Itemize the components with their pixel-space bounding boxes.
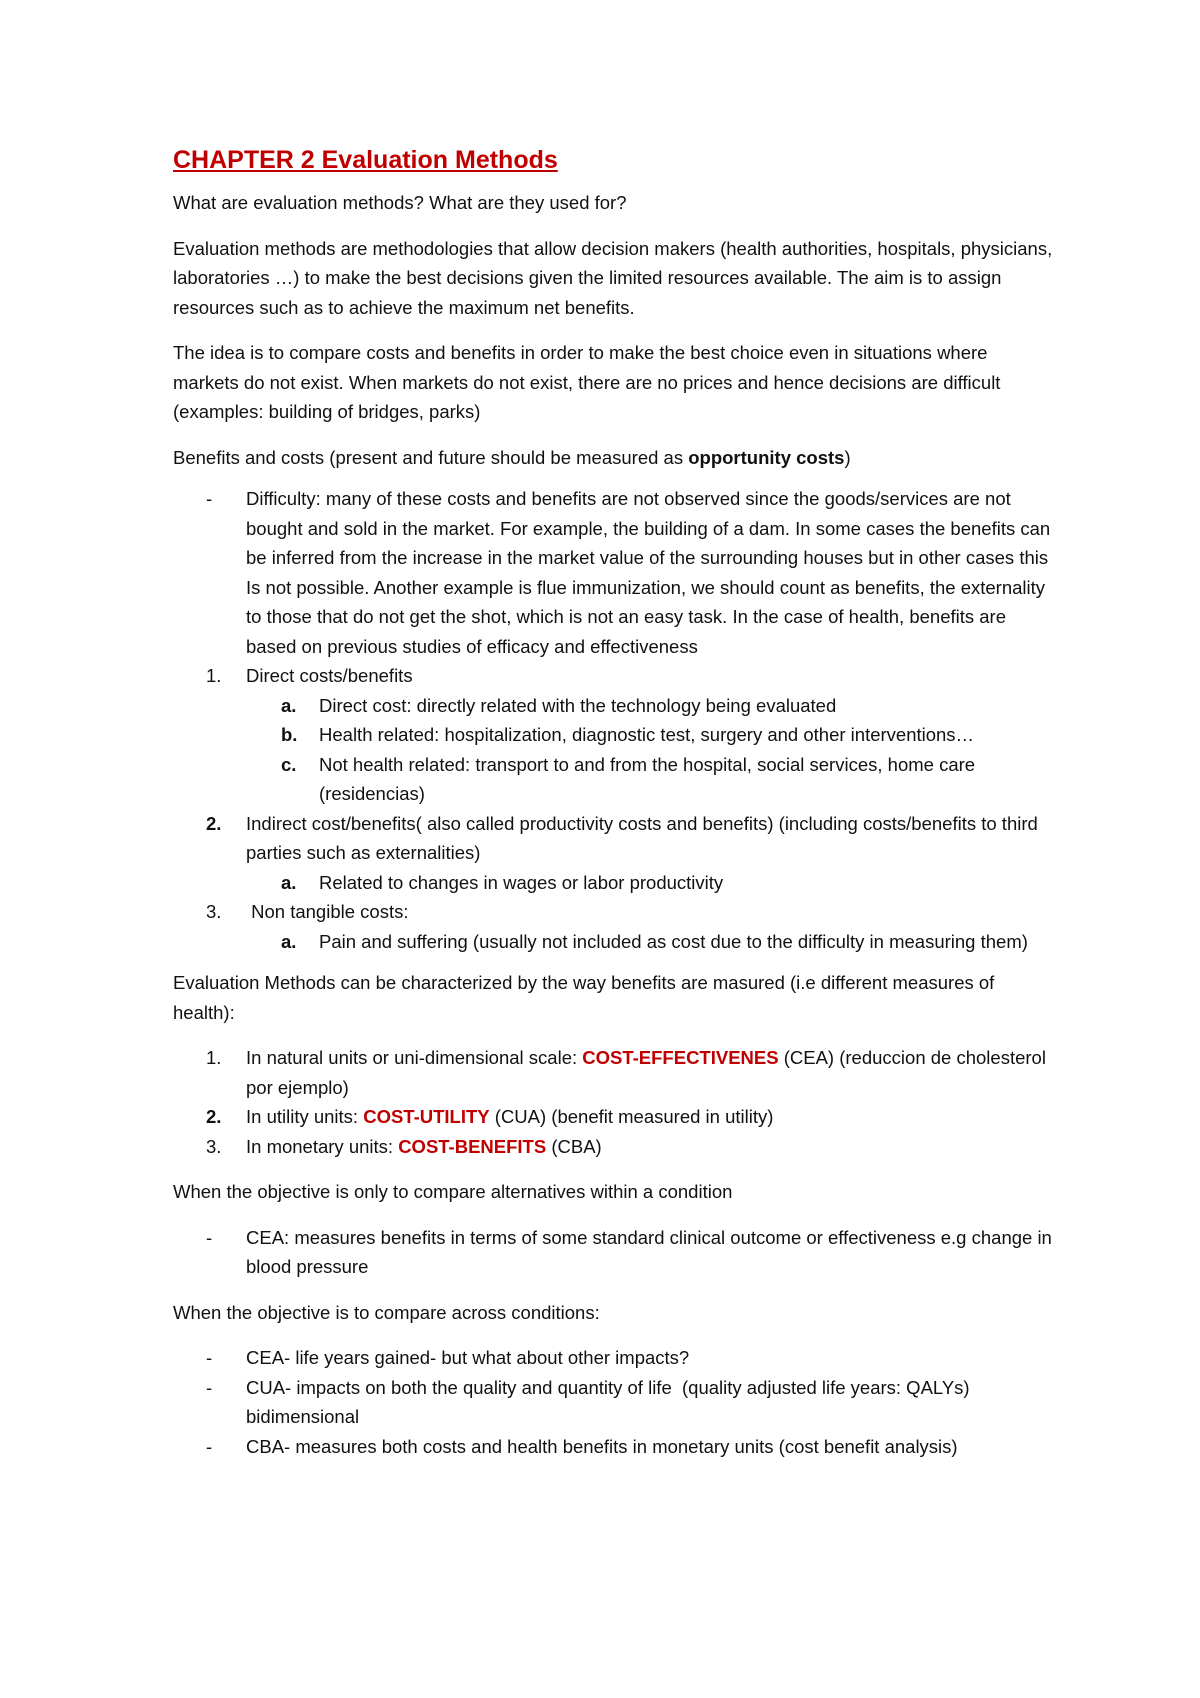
- across-list: [173, 1343, 1053, 1461]
- method-item: 1. In natural units or uni-dimensional scale: COST-EFFECTIVENES (CEA) (reduccion de cholesterol por ejemplo): [206, 1047, 1046, 1098]
- chapter-title: CHAPTER 2 Evaluation Methods: [173, 146, 558, 174]
- across-item: - CEA- life years gained- but what about other impacts?: [206, 1347, 690, 1368]
- within-list: [173, 1223, 1053, 1282]
- cost-types-list: [173, 661, 1053, 956]
- document-body: [173, 142, 1053, 1477]
- paragraph-definition: Evaluation methods are methodologies that allow decision makers (health authorities, hospitals, physicians, laboratories …) to make the best decisions given the limited resources available. The aim is to assign resources such as to achieve the maximum net benefits.: [173, 237, 1053, 318]
- method-name-highlight: COST-UTILITY: [363, 1106, 490, 1127]
- paragraph-methods-intro: Evaluation Methods can be characterized by the way benefits are masured (i.e different measures of health):: [173, 972, 995, 1023]
- cost-item: 1. Direct costs/benefits a. Direct cost: directly related with the technology being evaluated b. Health related: hospitalization, diagnostic test, surgery and other interventions… c. Not health related: transport to and from the hospital, social services, home care (residencias): [173, 661, 1053, 809]
- difficulty-item: - Difficulty: many of these costs and benefits are not observed since the goods/services are not bought and sold in the market. For example, the building of a dam. In some cases the benefits can be inferred from the increase in the market value of the surrounding houses but in other cases this Is not possible. Another example is flue immunization, we should count as benefits, the externality to those that do not get the shot, which is not an easy task. In the case of health, benefits are based on previous studies of efficacy and effectiveness: [173, 484, 1053, 661]
- method-name-highlight: COST-BENEFITS: [398, 1135, 547, 1157]
- cost-subitem: a. Pain and suffering (usually not included as cost due to the difficulty in measuring them): [281, 930, 1028, 952]
- cost-subitem: a. Related to changes in wages or labor productivity: [281, 871, 724, 893]
- intro-question: What are evaluation methods? What are they used for?: [173, 192, 627, 213]
- cost-subitem: b. Health related: hospitalization, diagnostic test, surgery and other interventions…: [281, 724, 975, 745]
- opportunity-costs-term: opportunity costs: [688, 446, 845, 468]
- paragraph-benefits-costs: Benefits and costs (present and future should be measured as opportunity costs): [173, 446, 851, 468]
- method-item: 3. In monetary units: COST-BENEFITS (CBA): [206, 1135, 602, 1157]
- paragraph-across-conditions: When the objective is to compare across conditions:: [173, 1301, 600, 1323]
- across-item: - CBA- measures both costs and health benefits in monetary units (cost benefit analysis): [206, 1435, 958, 1457]
- paragraph-idea: The idea is to compare costs and benefits in order to make the best choice even in situations where markets do not exist. When markets do not exist, there are no prices and hence decisions are difficult (examples: building of bridges, parks): [173, 342, 1001, 422]
- across-item: - CUA- impacts on both the quality and quantity of life (quality adjusted life years: QALYs) bidimensional: [206, 1376, 975, 1427]
- methods-list: [173, 1043, 1053, 1161]
- within-item: - CEA: measures benefits in terms of some standard clinical outcome or effectiveness e.g change in blood pressure: [206, 1226, 1052, 1277]
- cost-subitem: a. Direct cost: directly related with the technology being evaluated: [281, 694, 837, 716]
- method-name-highlight: COST-EFFECTIVENES: [582, 1047, 779, 1068]
- cost-subitem: c. Not health related: transport to and from the hospital, social services, home care (residencias): [281, 753, 976, 804]
- dash-marker: -: [206, 488, 213, 509]
- cost-item: 2. Indirect cost/benefits( also called productivity costs and benefits) (including costs/benefits to third parties such as externalities) a. Related to changes in wages or labor productivity: [173, 809, 1053, 898]
- paragraph-within-condition: When the objective is only to compare alternatives within a condition: [173, 1181, 733, 1202]
- cost-item: 3. Non tangible costs: a. Pain and suffering (usually not included as cost due to the difficulty in measuring them): [173, 897, 1053, 956]
- method-item: 2. In utility units: COST-UTILITY (CUA) (benefit measured in utility): [206, 1106, 774, 1127]
